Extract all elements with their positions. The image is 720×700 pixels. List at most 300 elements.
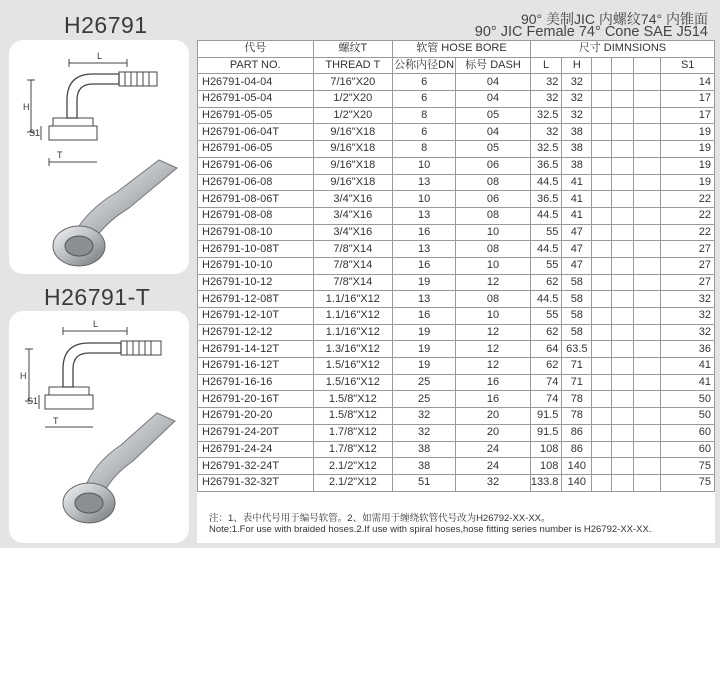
cell-blank xyxy=(592,358,612,375)
cell-blank xyxy=(633,308,661,325)
cell-blank xyxy=(592,174,612,191)
table-row xyxy=(198,324,715,341)
cell-blank xyxy=(612,207,634,224)
cell-s1: 60 xyxy=(661,424,715,441)
cell-l: 108 xyxy=(530,441,562,458)
cell-l: 55 xyxy=(530,257,562,274)
fitting-t-image-card xyxy=(9,311,189,543)
cell-dn: 6 xyxy=(393,91,456,108)
cell-s1: 14 xyxy=(661,74,715,91)
cell-dash: 10 xyxy=(456,224,531,241)
table-row xyxy=(198,107,715,124)
elbow-body xyxy=(67,74,119,118)
cell-part-no: H26791-10-12 xyxy=(198,274,314,291)
cell-blank xyxy=(612,458,634,475)
cell-s1: 17 xyxy=(661,91,715,108)
header-dash: 标号 DASH xyxy=(456,57,531,74)
cell-blank xyxy=(633,74,661,91)
cell-blank xyxy=(612,257,634,274)
spec-table-panel xyxy=(197,40,715,543)
cell-blank xyxy=(612,191,634,208)
cell-part-no: H26791-06-04T xyxy=(198,124,314,141)
header-hose-bore: 软管 HOSE BORE xyxy=(393,41,531,58)
dim-label-h-2: H xyxy=(20,371,27,381)
cell-s1: 41 xyxy=(661,374,715,391)
cell-h: 38 xyxy=(562,157,592,174)
cell-s1: 19 xyxy=(661,141,715,158)
cell-blank xyxy=(633,374,661,391)
cell-h: 58 xyxy=(562,291,592,308)
cell-l: 32.5 xyxy=(530,107,562,124)
cell-dash: 08 xyxy=(456,241,531,258)
cell-blank xyxy=(612,157,634,174)
fitting-t-photo-body xyxy=(87,413,175,491)
cell-dn: 13 xyxy=(393,174,456,191)
header-blank-2 xyxy=(612,57,634,74)
table-row xyxy=(198,291,715,308)
cell-thread: 9/16"X18 xyxy=(313,124,393,141)
cell-dash: 12 xyxy=(456,341,531,358)
cell-blank xyxy=(592,458,612,475)
cell-blank xyxy=(592,74,612,91)
cell-dash: 16 xyxy=(456,391,531,408)
cell-h: 38 xyxy=(562,141,592,158)
cell-blank xyxy=(592,124,612,141)
cell-l: 32 xyxy=(530,74,562,91)
cell-blank xyxy=(633,458,661,475)
cell-part-no: H26791-32-24T xyxy=(198,458,314,475)
cell-part-no: H26791-04-04 xyxy=(198,74,314,91)
hex-nut-top xyxy=(53,118,93,126)
cell-h: 32 xyxy=(562,107,592,124)
cell-l: 55 xyxy=(530,224,562,241)
cell-h: 140 xyxy=(562,458,592,475)
cell-blank xyxy=(612,74,634,91)
cell-blank xyxy=(592,441,612,458)
cell-s1: 22 xyxy=(661,224,715,241)
dim-label-h: H xyxy=(23,102,30,112)
cell-dash: 24 xyxy=(456,458,531,475)
cell-blank xyxy=(592,474,612,491)
cell-part-no: H26791-20-16T xyxy=(198,391,314,408)
cell-h: 47 xyxy=(562,257,592,274)
cell-l: 91.5 xyxy=(530,408,562,425)
cell-blank xyxy=(592,424,612,441)
cell-blank xyxy=(592,291,612,308)
cell-dn: 32 xyxy=(393,408,456,425)
cell-part-no: H26791-16-12T xyxy=(198,358,314,375)
cell-l: 74 xyxy=(530,374,562,391)
table-row xyxy=(198,207,715,224)
cell-part-no: H26791-12-10T xyxy=(198,308,314,325)
table-row xyxy=(198,374,715,391)
cell-l: 74 xyxy=(530,391,562,408)
fitting-drawing xyxy=(9,40,189,274)
cell-blank xyxy=(612,124,634,141)
cell-blank xyxy=(592,374,612,391)
cell-dash: 10 xyxy=(456,257,531,274)
table-row xyxy=(198,391,715,408)
cell-blank xyxy=(633,291,661,308)
cell-blank xyxy=(612,308,634,325)
cell-dn: 25 xyxy=(393,374,456,391)
cell-blank xyxy=(592,308,612,325)
table-row xyxy=(198,141,715,158)
cell-thread: 1.5/8"X12 xyxy=(313,391,393,408)
fitting-image-card xyxy=(9,40,189,274)
cell-blank xyxy=(612,141,634,158)
cell-thread: 3/4"X16 xyxy=(313,207,393,224)
cell-part-no: H26791-06-06 xyxy=(198,157,314,174)
header-dims: 尺寸 DIMNSIONS xyxy=(530,41,714,58)
table-row xyxy=(198,157,715,174)
cell-dash: 10 xyxy=(456,308,531,325)
cell-blank xyxy=(633,141,661,158)
cell-dn: 13 xyxy=(393,241,456,258)
cell-part-no: H26791-08-06T xyxy=(198,191,314,208)
dim-label-l-2: L xyxy=(93,319,99,329)
cell-part-no: H26791-08-10 xyxy=(198,224,314,241)
cell-h: 41 xyxy=(562,207,592,224)
cell-blank xyxy=(612,474,634,491)
cell-dn: 8 xyxy=(393,107,456,124)
cell-blank xyxy=(592,191,612,208)
cell-l: 36.5 xyxy=(530,191,562,208)
table-row xyxy=(198,441,715,458)
cell-dash: 06 xyxy=(456,157,531,174)
cell-s1: 32 xyxy=(661,291,715,308)
cell-blank xyxy=(592,157,612,174)
cell-dash: 05 xyxy=(456,141,531,158)
header-blank-1 xyxy=(592,57,612,74)
cell-l: 133.8 xyxy=(530,474,562,491)
cell-thread: 1.1/16"X12 xyxy=(313,308,393,325)
cell-part-no: H26791-05-04 xyxy=(198,91,314,108)
cell-dn: 13 xyxy=(393,207,456,224)
cell-thread: 7/8"X14 xyxy=(313,274,393,291)
header-h: H xyxy=(562,57,592,74)
cell-blank xyxy=(592,141,612,158)
cell-blank xyxy=(612,291,634,308)
table-row xyxy=(198,224,715,241)
cell-dn: 13 xyxy=(393,291,456,308)
cell-part-no: H26791-16-16 xyxy=(198,374,314,391)
cell-blank xyxy=(633,157,661,174)
cell-thread: 2.1/2"X12 xyxy=(313,458,393,475)
dim-label-s1-2: S1 xyxy=(27,396,39,406)
cell-l: 55 xyxy=(530,308,562,325)
cell-h: 78 xyxy=(562,391,592,408)
cell-blank xyxy=(633,424,661,441)
cell-blank xyxy=(633,107,661,124)
cell-dash: 08 xyxy=(456,174,531,191)
cell-dn: 38 xyxy=(393,458,456,475)
cell-dn: 6 xyxy=(393,74,456,91)
cell-part-no: H26791-12-08T xyxy=(198,291,314,308)
cell-h: 41 xyxy=(562,191,592,208)
cell-h: 38 xyxy=(562,124,592,141)
cell-dn: 38 xyxy=(393,441,456,458)
cell-blank xyxy=(612,374,634,391)
cell-thread: 1.1/16"X12 xyxy=(313,324,393,341)
cell-l: 62 xyxy=(530,324,562,341)
cell-l: 62 xyxy=(530,358,562,375)
cell-h: 86 xyxy=(562,424,592,441)
cell-s1: 75 xyxy=(661,474,715,491)
table-row xyxy=(198,458,715,475)
cell-thread: 7/8"X14 xyxy=(313,257,393,274)
cell-part-no: H26791-05-05 xyxy=(198,107,314,124)
cell-l: 44.5 xyxy=(530,174,562,191)
cell-h: 47 xyxy=(562,224,592,241)
cell-s1: 32 xyxy=(661,324,715,341)
header-thread-cn: 螺纹T xyxy=(313,41,393,58)
table-row xyxy=(198,191,715,208)
cell-dn: 10 xyxy=(393,191,456,208)
cell-blank xyxy=(592,324,612,341)
header-thread-en: THREAD T xyxy=(313,57,393,74)
cell-s1: 22 xyxy=(661,191,715,208)
cell-l: 62 xyxy=(530,274,562,291)
heading-cn: 90° 美制JIC 内螺纹74° 内锥面 xyxy=(520,11,708,27)
cell-dash: 12 xyxy=(456,358,531,375)
cell-s1: 22 xyxy=(661,207,715,224)
cell-dn: 19 xyxy=(393,358,456,375)
spec-table xyxy=(197,40,715,492)
cell-blank xyxy=(592,241,612,258)
cell-dash: 06 xyxy=(456,191,531,208)
cell-l: 108 xyxy=(530,458,562,475)
cell-h: 58 xyxy=(562,308,592,325)
cell-dn: 16 xyxy=(393,224,456,241)
cell-blank xyxy=(612,107,634,124)
dim-label-t: T xyxy=(57,150,63,160)
table-row xyxy=(198,308,715,325)
cell-l: 64 xyxy=(530,341,562,358)
cell-blank xyxy=(633,257,661,274)
cell-blank xyxy=(612,224,634,241)
cell-blank xyxy=(612,241,634,258)
cell-part-no: H26791-32-32T xyxy=(198,474,314,491)
cell-blank xyxy=(633,274,661,291)
cell-blank xyxy=(592,341,612,358)
cell-thread: 1.7/8"X12 xyxy=(313,424,393,441)
cell-thread: 1.5/16"X12 xyxy=(313,358,393,375)
cell-blank xyxy=(592,91,612,108)
cell-dash: 05 xyxy=(456,107,531,124)
footnote-cn: 注：1、表中代号用于编号软管。2、如需用于缠绕软管代号改为H26792-XX-XX。 xyxy=(209,513,551,524)
cell-thread: 1.1/16"X12 xyxy=(313,291,393,308)
cell-dn: 19 xyxy=(393,274,456,291)
fitting-photo-body xyxy=(79,160,177,236)
cell-part-no: H26791-06-08 xyxy=(198,174,314,191)
cell-blank xyxy=(633,91,661,108)
table-row xyxy=(198,358,715,375)
spec-table-body xyxy=(198,74,715,491)
cell-blank xyxy=(633,324,661,341)
cell-h: 71 xyxy=(562,374,592,391)
cell-s1: 19 xyxy=(661,174,715,191)
cell-s1: 19 xyxy=(661,157,715,174)
header-l: L xyxy=(530,57,562,74)
cell-blank xyxy=(633,224,661,241)
header-part-en: PART NO. xyxy=(198,57,314,74)
cell-dn: 8 xyxy=(393,141,456,158)
table-row xyxy=(198,74,715,91)
cell-blank xyxy=(612,341,634,358)
cell-part-no: H26791-06-05 xyxy=(198,141,314,158)
cell-thread: 9/16"X18 xyxy=(313,141,393,158)
cell-l: 32.5 xyxy=(530,141,562,158)
cell-s1: 50 xyxy=(661,391,715,408)
cell-dash: 04 xyxy=(456,124,531,141)
cell-part-no: H26791-08-08 xyxy=(198,207,314,224)
cell-dn: 19 xyxy=(393,341,456,358)
product-variant-title: H26791-T xyxy=(44,284,151,310)
hex-nut xyxy=(49,126,97,140)
cell-s1: 27 xyxy=(661,241,715,258)
table-row xyxy=(198,408,715,425)
table-row xyxy=(198,474,715,491)
cell-h: 41 xyxy=(562,174,592,191)
cell-dash: 24 xyxy=(456,441,531,458)
cell-dn: 6 xyxy=(393,124,456,141)
cell-blank xyxy=(633,441,661,458)
table-row xyxy=(198,91,715,108)
cell-dash: 16 xyxy=(456,374,531,391)
cell-blank xyxy=(633,358,661,375)
cell-blank xyxy=(612,441,634,458)
footnote xyxy=(209,513,652,535)
cell-h: 140 xyxy=(562,474,592,491)
cell-thread: 7/16"X20 xyxy=(313,74,393,91)
cell-thread: 1.3/16"X12 xyxy=(313,341,393,358)
table-row xyxy=(198,257,715,274)
cell-part-no: H26791-14-12T xyxy=(198,341,314,358)
cell-dash: 04 xyxy=(456,74,531,91)
cell-thread: 9/16"X18 xyxy=(313,174,393,191)
table-row xyxy=(198,241,715,258)
cell-blank xyxy=(612,391,634,408)
cell-l: 32 xyxy=(530,91,562,108)
cell-dn: 51 xyxy=(393,474,456,491)
cell-blank xyxy=(592,391,612,408)
cell-thread: 9/16"X18 xyxy=(313,157,393,174)
cell-h: 32 xyxy=(562,91,592,108)
cell-blank xyxy=(633,408,661,425)
cell-h: 71 xyxy=(562,358,592,375)
heading-en: 90° JIC Female 74° Cone SAE J514 xyxy=(474,24,708,40)
cell-blank xyxy=(612,408,634,425)
cell-h: 58 xyxy=(562,324,592,341)
cell-thread: 3/4"X16 xyxy=(313,191,393,208)
cell-blank xyxy=(592,408,612,425)
cell-blank xyxy=(633,174,661,191)
cell-blank xyxy=(612,174,634,191)
table-row xyxy=(198,274,715,291)
cell-dash: 20 xyxy=(456,424,531,441)
cell-dn: 10 xyxy=(393,157,456,174)
cell-s1: 75 xyxy=(661,458,715,475)
cell-l: 44.5 xyxy=(530,207,562,224)
cell-thread: 1.5/16"X12 xyxy=(313,374,393,391)
footnote-en: Note:1.For use with braided hoses.2.If use with spiral hoses,hose fitting series number is H26792-XX-XX. xyxy=(209,524,652,535)
cell-dn: 16 xyxy=(393,257,456,274)
header-dn: 公称内径DN xyxy=(393,57,456,74)
cell-blank xyxy=(592,224,612,241)
cell-thread: 1.7/8"X12 xyxy=(313,441,393,458)
cell-blank xyxy=(592,257,612,274)
cell-h: 32 xyxy=(562,74,592,91)
cell-blank xyxy=(612,358,634,375)
cell-blank xyxy=(633,391,661,408)
cell-dash: 20 xyxy=(456,408,531,425)
cell-dash: 12 xyxy=(456,274,531,291)
cell-blank xyxy=(592,107,612,124)
cell-l: 91.5 xyxy=(530,424,562,441)
cell-part-no: H26791-12-12 xyxy=(198,324,314,341)
cell-s1: 17 xyxy=(661,107,715,124)
cell-s1: 60 xyxy=(661,441,715,458)
cell-thread: 1/2"X20 xyxy=(313,107,393,124)
cell-dn: 16 xyxy=(393,308,456,325)
cell-blank xyxy=(633,191,661,208)
cell-h: 78 xyxy=(562,408,592,425)
cell-s1: 27 xyxy=(661,257,715,274)
cell-h: 63.5 xyxy=(562,341,592,358)
cell-blank xyxy=(633,241,661,258)
cell-dn: 25 xyxy=(393,391,456,408)
table-row xyxy=(198,124,715,141)
cell-dash: 08 xyxy=(456,291,531,308)
dim-label-s1: S1 xyxy=(29,128,41,138)
cell-blank xyxy=(612,91,634,108)
dim-label-t-2: T xyxy=(53,416,59,426)
cell-thread: 2.1/2"X12 xyxy=(313,474,393,491)
cell-part-no: H26791-20-20 xyxy=(198,408,314,425)
cell-s1: 50 xyxy=(661,408,715,425)
table-row xyxy=(198,424,715,441)
cell-s1: 32 xyxy=(661,308,715,325)
header-blank-3 xyxy=(633,57,661,74)
cell-dash: 32 xyxy=(456,474,531,491)
cell-thread: 7/8"X14 xyxy=(313,241,393,258)
cell-h: 86 xyxy=(562,441,592,458)
cell-dash: 12 xyxy=(456,324,531,341)
cell-s1: 36 xyxy=(661,341,715,358)
cell-part-no: H26791-24-24 xyxy=(198,441,314,458)
cell-blank xyxy=(592,274,612,291)
header-part-cn: 代号 xyxy=(198,41,314,58)
product-title: H26791 xyxy=(64,12,148,38)
dim-label-l: L xyxy=(97,51,103,61)
cell-part-no: H26791-10-08T xyxy=(198,241,314,258)
table-row xyxy=(198,174,715,191)
cell-blank xyxy=(612,274,634,291)
cell-blank xyxy=(633,474,661,491)
cell-part-no: H26791-24-20T xyxy=(198,424,314,441)
cell-l: 36.5 xyxy=(530,157,562,174)
cell-blank xyxy=(633,207,661,224)
cell-blank xyxy=(592,207,612,224)
cell-s1: 27 xyxy=(661,274,715,291)
cell-l: 32 xyxy=(530,124,562,141)
cell-l: 44.5 xyxy=(530,241,562,258)
table-row xyxy=(198,341,715,358)
cell-blank xyxy=(612,424,634,441)
cell-blank xyxy=(612,324,634,341)
cell-s1: 19 xyxy=(661,124,715,141)
